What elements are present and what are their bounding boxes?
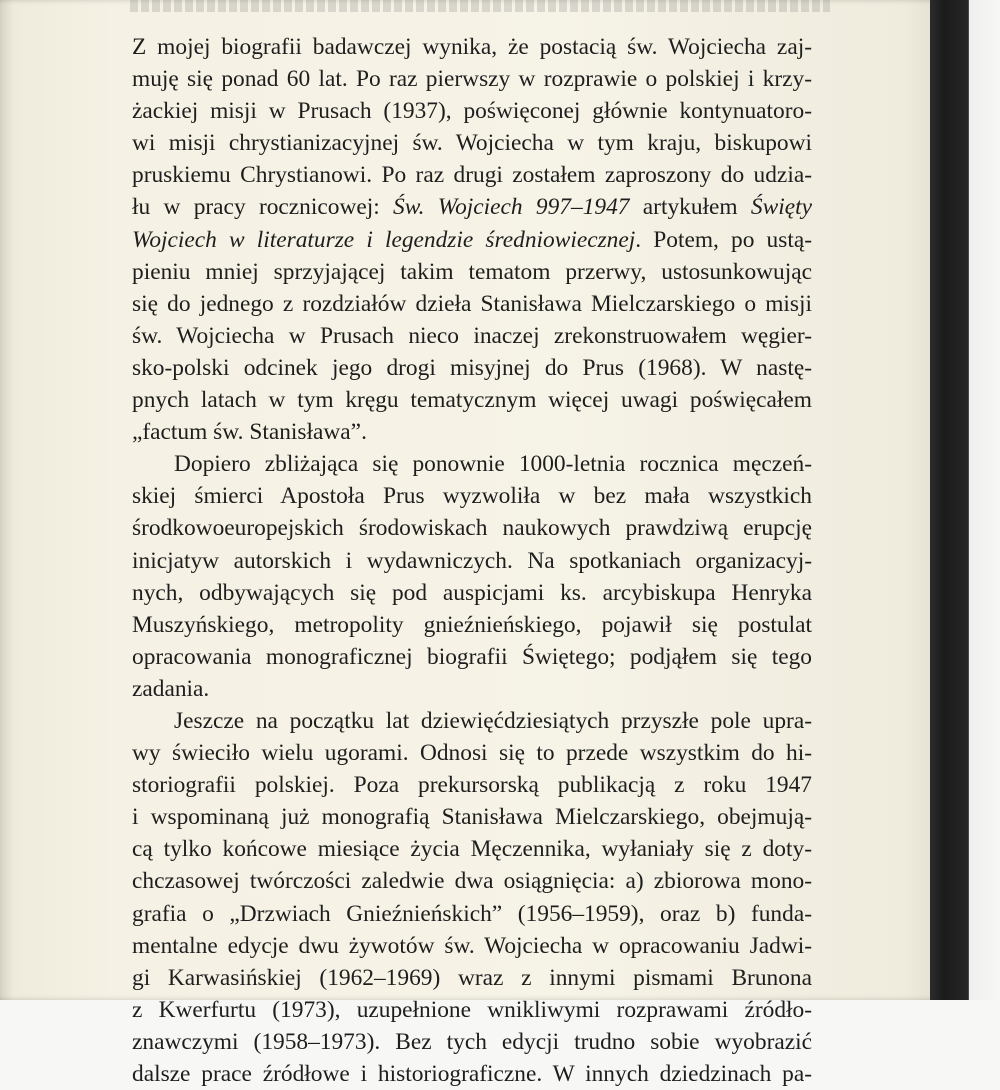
text-line <box>132 641 812 673</box>
text-run: wy świeciło wielu ugorami. Odnosi się to przede wszystkim do hi- <box>132 740 812 767</box>
text-run: opracowania monograficznej biografii Świętego; podjąłem się tego <box>132 643 812 670</box>
text-run: pruskiemu Chrystianowi. Po raz drugi zostałem zaproszony do udzia- <box>132 162 812 189</box>
text-run: św. Wojciecha w Prusach nieco inaczej zrekonstruowałem węgier- <box>132 322 812 349</box>
paragraph-2 <box>132 448 812 705</box>
text-run: żackiej misji w Prusach (1937), poświęconej głównie kontynuatoro- <box>132 98 812 125</box>
text-run: grafia o „Drzwiach Gnieźnieńskich” (1956–1959), oraz b) funda- <box>132 900 812 927</box>
text-run: chczasowej twórczości zaledwie dwa osiągnięcia: a) zbiorowa mono- <box>132 868 812 895</box>
text-line <box>132 801 812 833</box>
text-run: dalsze prace źródłowe i historiograficzne. W innych dziedzinach pa- <box>132 1061 812 1087</box>
text-run: cą tylko końcowe miesiące życia Męczennika, wyłaniały się z doty- <box>132 836 812 863</box>
text-run: środkowoeuropejskich środowiskach naukowych prawdziwą erupcję <box>132 515 812 542</box>
text-run: storiografii polskiej. Poza prekursorską publikacją z roku 1947 <box>132 772 812 799</box>
text-line <box>132 288 812 320</box>
text-run: i wspominaną już monografią Stanisława Mielczarskiego, obejmują- <box>132 804 812 831</box>
text-line <box>132 191 812 223</box>
text-line <box>132 480 812 512</box>
text-run: pieniu mniej sprzyjającej takim tematom przerwy, ustosunkowując <box>132 258 812 285</box>
text-run: artykułem <box>629 194 751 221</box>
text-line <box>132 95 812 127</box>
text-line <box>132 705 812 737</box>
text-run: muję się ponad 60 lat. Po raz pierwszy w rozprawie o polskiej i krzy- <box>132 66 812 93</box>
text-line <box>132 930 812 962</box>
text-line <box>132 1026 812 1058</box>
text-line <box>132 416 812 448</box>
text-run: . Potem, po ustą- <box>635 226 812 253</box>
text-line <box>132 224 812 256</box>
text-run: Z mojej biografii badawczej wynika, że postacią św. Wojciecha zaj- <box>132 34 812 60</box>
text-line <box>132 320 812 352</box>
text-line <box>132 1058 812 1090</box>
body-text <box>132 31 812 1090</box>
book-cover-edge <box>930 0 1000 1000</box>
text-run: wi misji chrystianizacyjnej św. Wojciecha w tym kraju, biskupowi <box>132 130 812 157</box>
text-line <box>132 898 812 930</box>
text-line <box>132 962 812 994</box>
italic-title: Św. Wojciech 997–1947 <box>393 194 630 221</box>
text-line <box>132 673 812 705</box>
text-line <box>132 545 812 577</box>
text-run: Dopiero zbliżająca się ponownie 1000-letnia rocznica męczeń- <box>174 451 812 478</box>
text-line <box>132 577 812 609</box>
text-line <box>132 384 812 416</box>
text-line <box>132 833 812 865</box>
text-line <box>132 769 812 801</box>
text-run: gi Karwasińskiej (1962–1969) wraz z innymi pismami Brunona <box>132 964 812 991</box>
text-line <box>132 994 812 1026</box>
text-run: nych, odbywających się pod auspicjami ks. arcybiskupa Henryka <box>132 579 812 606</box>
text-line <box>132 865 812 897</box>
text-run: Muszyńskiego, metropolity gnieźnieńskiego, pojawił się postulat <box>132 611 812 638</box>
text-line <box>132 31 812 63</box>
paragraph-3 <box>132 705 812 1090</box>
italic-title: Wojciech w literaturze i legendzie średniowiecznej <box>132 226 636 253</box>
text-line <box>132 737 812 769</box>
text-run: inicjatyw autorskich i wydawniczych. Na spotkaniach organizacyj- <box>132 547 812 574</box>
text-run: łu w pracy rocznicowej: <box>132 194 394 221</box>
text-run: się do jednego z rozdziałów dzieła Stanisława Mielczarskiego o misji <box>132 290 812 317</box>
text-run: skiej śmierci Apostoła Prus wyzwoliła w bez mała wszystkich <box>132 483 812 510</box>
text-line <box>132 448 812 480</box>
text-line <box>132 256 812 288</box>
text-run: Jeszcze na początku lat dziewięćdziesiątych przyszłe pole upra- <box>174 707 812 734</box>
text-line <box>132 609 812 641</box>
paragraph-1 <box>132 31 812 448</box>
text-run: sko-polski odcinek jego drogi misyjnej do Prus (1968). W nastę- <box>132 354 812 381</box>
text-run: zadania. <box>132 675 210 702</box>
text-run: mentalne edycje dwu żywotów św. Wojciecha w opracowaniu Jadwi- <box>132 932 812 959</box>
text-line <box>132 63 812 95</box>
previous-page-bleed <box>130 0 830 12</box>
text-line <box>132 127 812 159</box>
text-run: „factum św. Stanisława”. <box>132 419 367 446</box>
text-line <box>132 159 812 191</box>
text-run: znawczymi (1958–1973). Bez tych edycji trudno sobie wyobrazić <box>132 1028 812 1055</box>
text-run: pnych latach w tym kręgu tematycznym więcej uwagi poświęcałem <box>132 387 812 414</box>
text-run: z Kwerfurtu (1973), uzupełnione wnikliwymi rozprawami źródło- <box>132 996 812 1023</box>
italic-title: Święty <box>750 194 812 221</box>
text-line <box>132 352 812 384</box>
text-line <box>132 512 812 544</box>
